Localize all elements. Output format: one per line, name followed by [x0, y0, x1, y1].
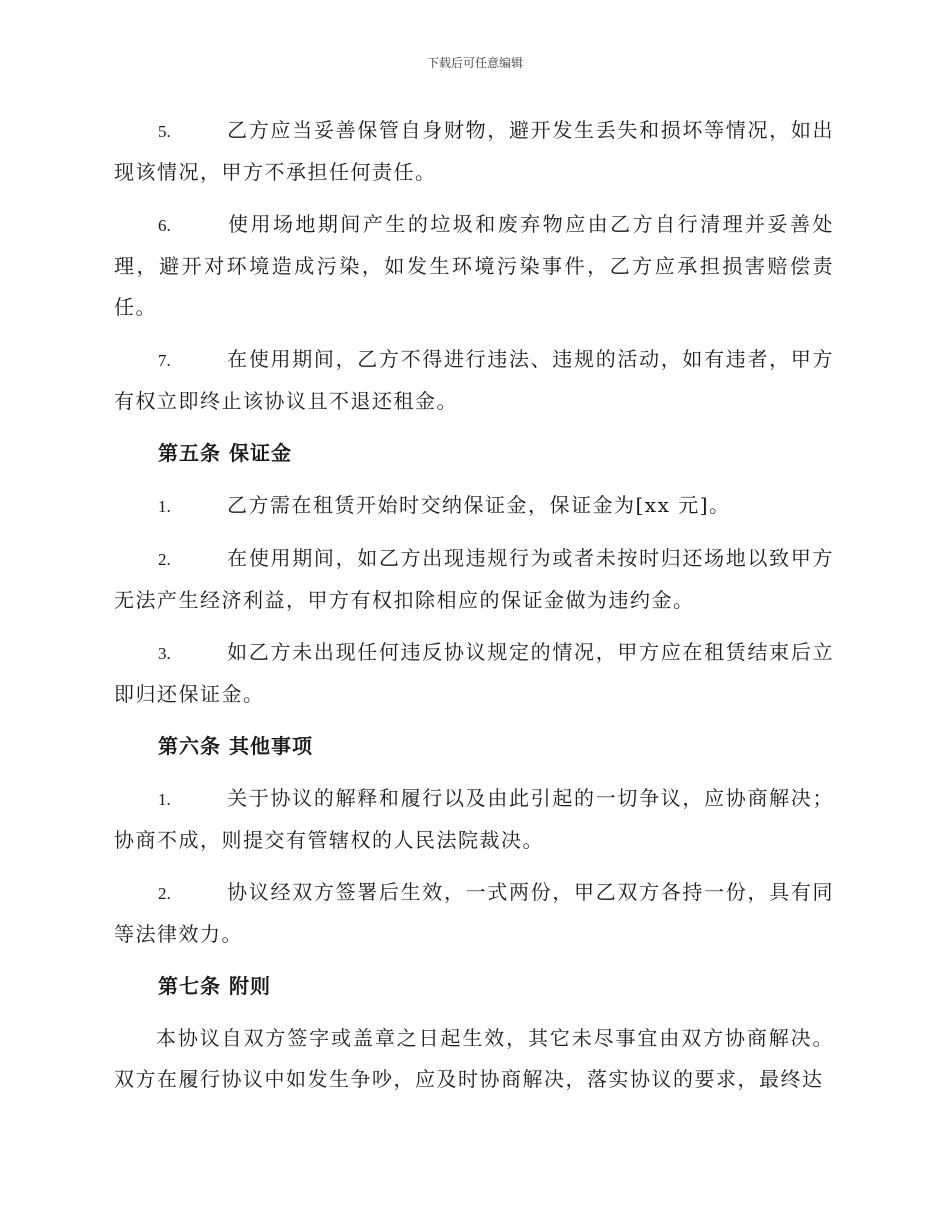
clause-number: 2.: [158, 884, 171, 903]
document-body: [114, 110, 834, 1100]
clause-number: 6.: [158, 216, 171, 235]
clause-text: 关于协议的解释和履行以及由此引起的一切争议，应协商解决；协商不成，则提交有管辖权的人民法院裁决。: [114, 786, 834, 852]
clause-item: [114, 110, 834, 193]
clause-number: 1.: [158, 497, 171, 516]
clause-number: 1.: [158, 790, 171, 809]
clause-item: [114, 339, 834, 422]
section-heading-deposit: 第五条 保证金: [158, 441, 292, 465]
section-heading-supplementary: 第七条 附则: [158, 974, 271, 998]
clause-item: [114, 538, 834, 621]
clause-item: [114, 872, 834, 955]
section-heading-other-matters: 第六条 其他事项: [158, 734, 313, 758]
clause-text: 如乙方未出现任何违反协议规定的情况，甲方应在租赁结束后立即归还保证金。: [114, 640, 834, 706]
clause-item: [114, 632, 834, 715]
clause-text: 协议经双方签署后生效，一式两份，甲乙双方各持一份，具有同等法律效力。: [114, 880, 834, 946]
supplementary-paragraph: 本协议自双方签字或盖章之日起生效，其它未尽事宜由双方协商解决。双方在履行协议中如发生争吵，应及时协商解决，落实协议的要求，最终达: [114, 1026, 834, 1091]
clause-text: 乙方应当妥善保管自身财物，避开发生丢失和损坏等情况，如出现该情况，甲方不承担任何责任。: [114, 118, 834, 184]
clause-number: 5.: [158, 122, 171, 141]
clause-number: 7.: [158, 351, 171, 370]
clause-text: 在使用期间，乙方不得进行违法、违规的活动，如有违者，甲方有权立即终止该协议且不退还租金。: [114, 347, 834, 413]
clause-item: [114, 204, 834, 328]
clause-text: 乙方需在租赁开始时交纳保证金，保证金为[xx 元]。: [227, 493, 731, 517]
clause-item: [114, 485, 834, 527]
page-header: 下载后可任意编辑: [426, 56, 523, 70]
clause-item: [114, 778, 834, 861]
clause-text: 使用场地期间产生的垃圾和废弃物应由乙方自行清理并妥善处理，避开对环境造成污染，如发生环境污染事件，乙方应承担损害赔偿责任。: [114, 212, 834, 319]
clause-text: 在使用期间，如乙方出现违规行为或者未按时归还场地以致甲方无法产生经济利益，甲方有权扣除相应的保证金做为违约金。: [114, 546, 834, 612]
clause-number: 2.: [158, 550, 171, 569]
clause-number: 3.: [158, 644, 171, 663]
